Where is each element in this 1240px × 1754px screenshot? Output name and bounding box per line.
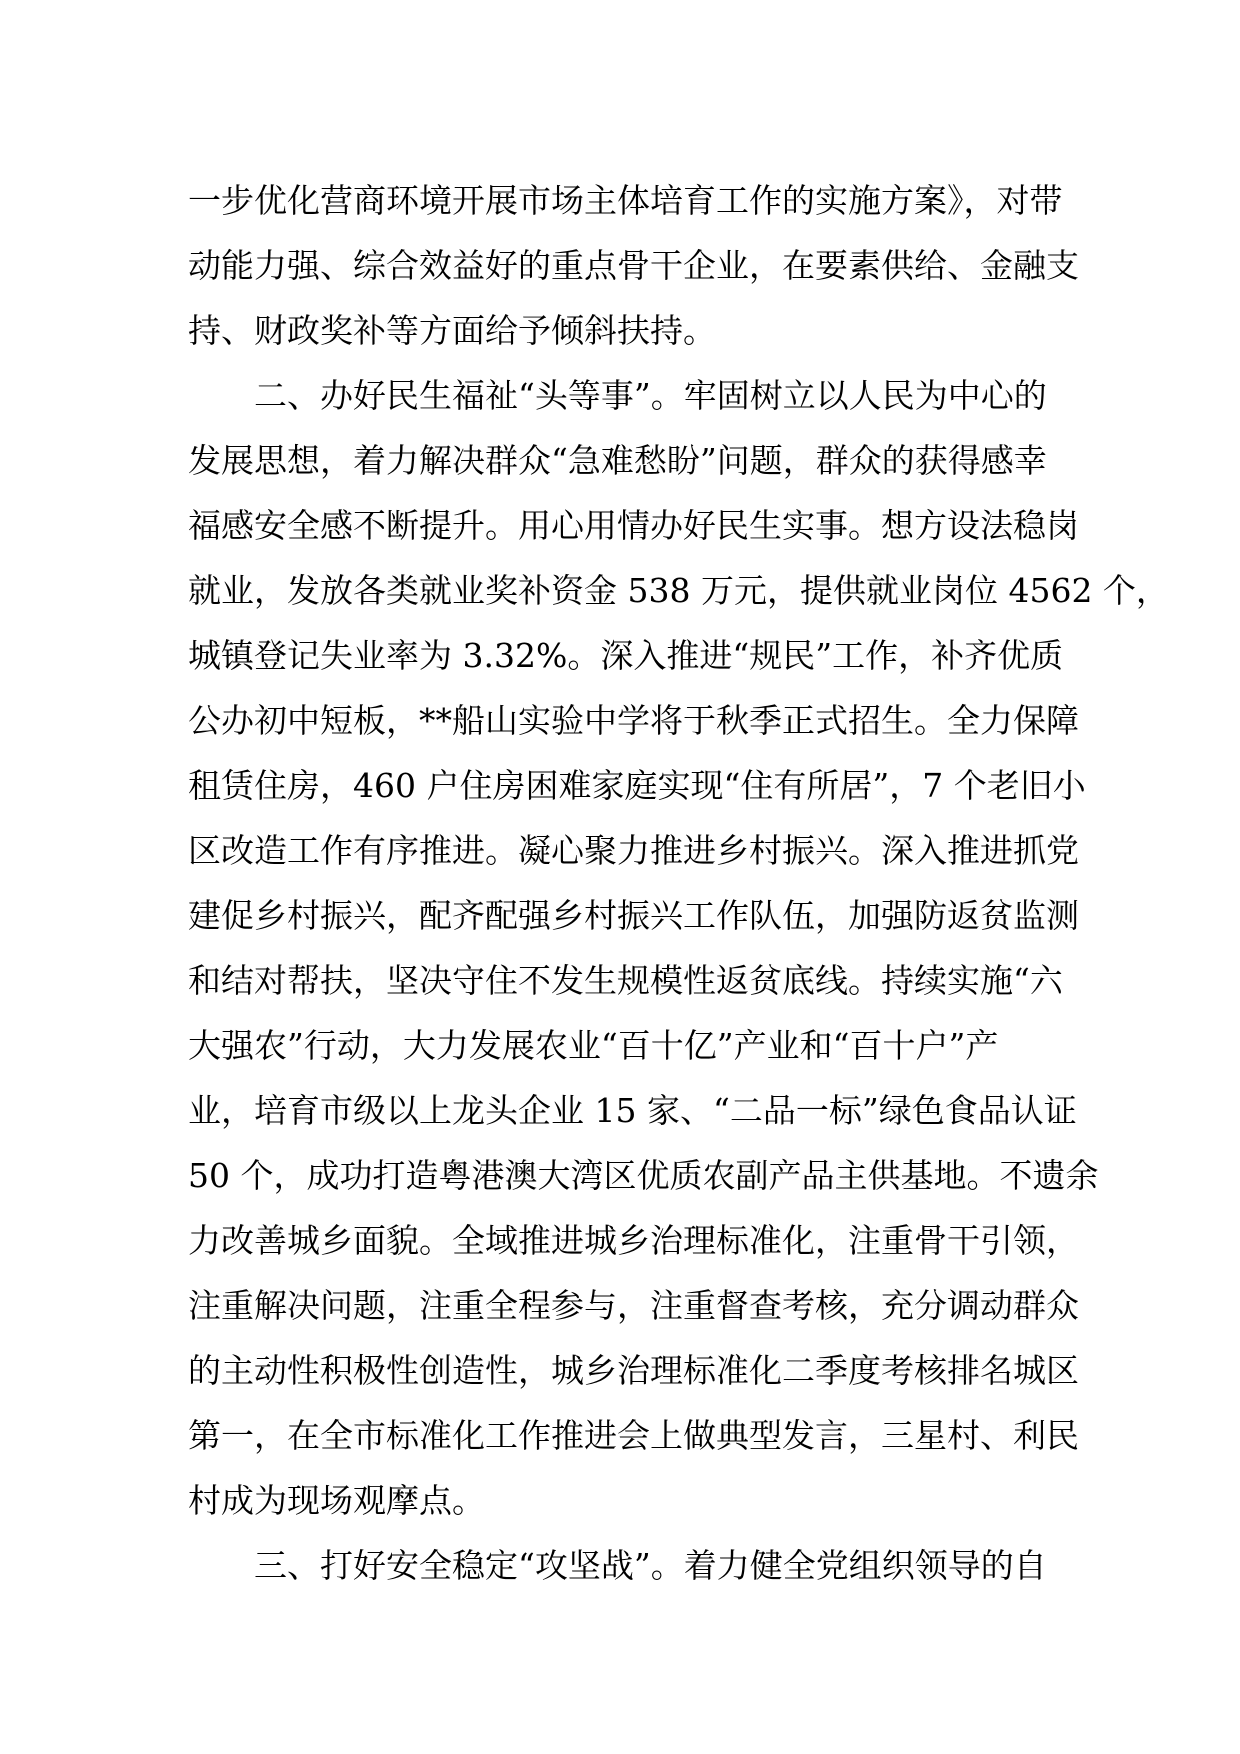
text-line: 动能力强、综合效益好的重点骨干企业，在要素供给、金融支 [188,246,1079,285]
text-line: 大强农”行动，大力发展农业“百十亿”产业和“百十户”产 [188,1026,999,1065]
text-line: 公办初中短板，**船山实验中学将于秋季正式招生。全力保障 [188,701,1079,740]
text-line: 一步优化营商环境开展市场主体培育工作的实施方案》，对带 [188,181,1063,220]
text-line: 第一，在全市标准化工作推进会上做典型发言，三星村、利民 [188,1416,1079,1455]
text-line: 和结对帮扶，坚决守住不发生规模性返贫底线。持续实施“六 [188,961,1063,1000]
text-line: 福感安全感不断提升。用心用情办好民生实事。想方设法稳岗 [188,506,1079,545]
text-line: 就业，发放各类就业奖补资金 538 万元，提供就业岗位 4562 个， [188,571,1169,610]
text-line: 力改善城乡面貌。全域推进城乡治理标准化，注重骨干引领， [188,1221,1079,1260]
document-body [188,168,1169,1598]
text-line: 业，培育市级以上龙头企业 15 家、“二品一标”绿色食品认证 [188,1091,1077,1130]
text-line: 持、财政奖补等方面给予倾斜扶持。 [188,311,716,350]
text-line: 租赁住房，460 户住房困难家庭实现“住有所居”，7 个老旧小 [188,766,1086,805]
text-line: 区改造工作有序推进。凝心聚力推进乡村振兴。深入推进抓党 [188,831,1079,870]
text-line: 50 个，成功打造粤港澳大湾区优质农副产品主供基地。不遗余 [188,1156,1099,1195]
text-line: 城镇登记失业率为 3.32%。深入推进“规民”工作，补齐优质 [188,636,1064,675]
text-line: 建促乡村振兴，配齐配强乡村振兴工作队伍，加强防返贫监测 [188,896,1079,935]
text-line: 发展思想，着力解决群众“急难愁盼”问题，群众的获得感幸 [188,441,1047,480]
text-line: 注重解决问题，注重全程参与，注重督查考核，充分调动群众 [188,1286,1079,1325]
text-line: 的主动性积极性创造性，城乡治理标准化二季度考核排名城区 [188,1351,1079,1390]
section-heading-line: 三、打好安全稳定“攻坚战”。着力健全党组织领导的自 [188,1546,1047,1585]
text-line: 村成为现场观摩点。 [188,1481,485,1520]
section-heading-line: 二、办好民生福祉“头等事”。牢固树立以人民为中心的 [188,376,1047,415]
